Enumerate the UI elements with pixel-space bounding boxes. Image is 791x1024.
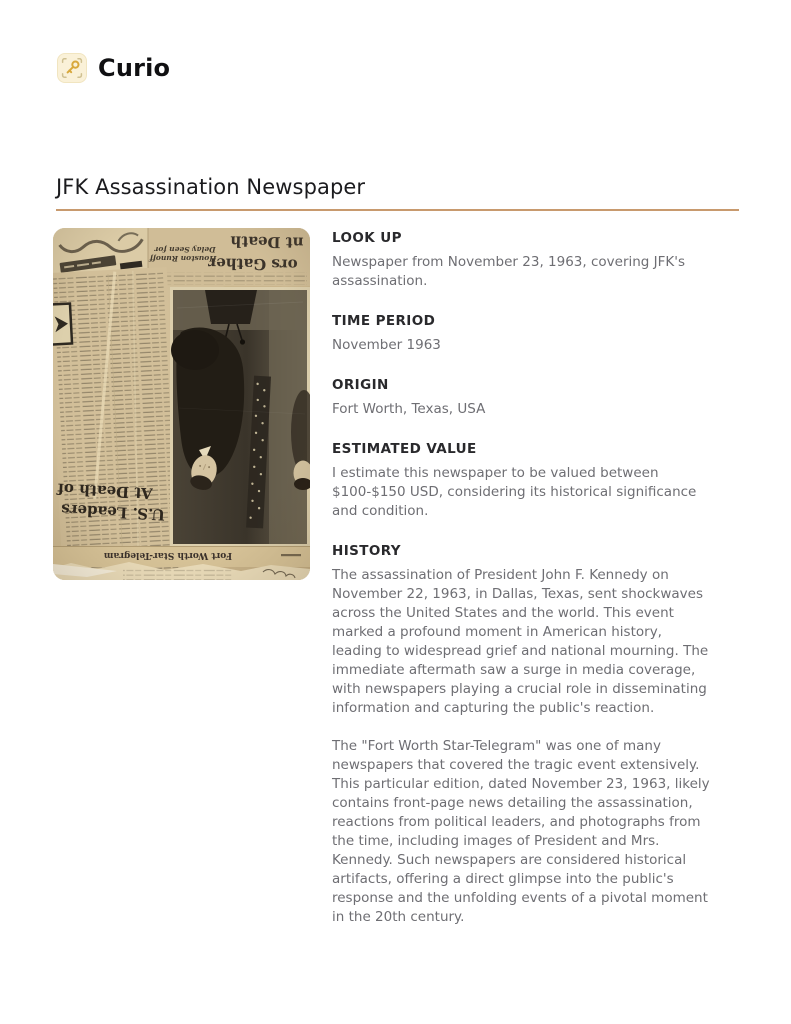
curio-key-icon <box>57 53 87 83</box>
section-look-up <box>332 230 716 291</box>
photo-vignette <box>53 228 310 580</box>
brand-logo[interactable] <box>57 53 170 83</box>
section-label: TIME PERIOD <box>332 313 436 329</box>
section-text: The assassination of President John F. Kennedy on November 22, 1963, in Dallas, Texas, sent shockwaves across the United States and the world. This event marked a profound moment in American history, leading to widespread grief and national mourning. The immediate aftermath saw a surge in media coverage, with newspapers playing a crucial role in disseminating information and capturing the public's reaction. <box>332 567 709 716</box>
section-label: ESTIMATED VALUE <box>332 441 477 457</box>
section-text: Fort Worth, Texas, USA <box>332 401 486 417</box>
detail-panel <box>332 230 716 949</box>
brand-name: Curio <box>98 54 171 82</box>
section-estimated-value <box>332 441 716 521</box>
page-title: JFK Assassination Newspaper <box>56 175 366 199</box>
section-label: HISTORY <box>332 543 401 559</box>
newspaper-image <box>53 228 310 580</box>
section-origin <box>332 377 716 419</box>
section-time-period <box>332 313 716 355</box>
section-label: LOOK UP <box>332 230 402 246</box>
section-text: November 1963 <box>332 337 441 353</box>
title-divider <box>56 209 739 211</box>
section-text: I estimate this newspaper to be valued between $100-$150 USD, considering its historical significance and condition. <box>332 465 697 519</box>
section-text: Newspaper from November 23, 1963, covering JFK's assassination. <box>332 254 686 289</box>
newspaper-illustration <box>53 228 310 580</box>
section-text: The "Fort Worth Star-Telegram" was one of many newspapers that covered the tragic event extensively. This particular edition, dated November 23, 1963, likely contains front-page news detailing the assassination, reactions from political leaders, and photographs from the time, including images of President and Mrs. Kennedy. Such newspapers are considered historical artifacts, offering a direct glimpse into the public's response and the unfolding events of a pivotal moment in the 20th century. <box>332 738 710 925</box>
section-history <box>332 543 716 927</box>
section-label: ORIGIN <box>332 377 389 393</box>
